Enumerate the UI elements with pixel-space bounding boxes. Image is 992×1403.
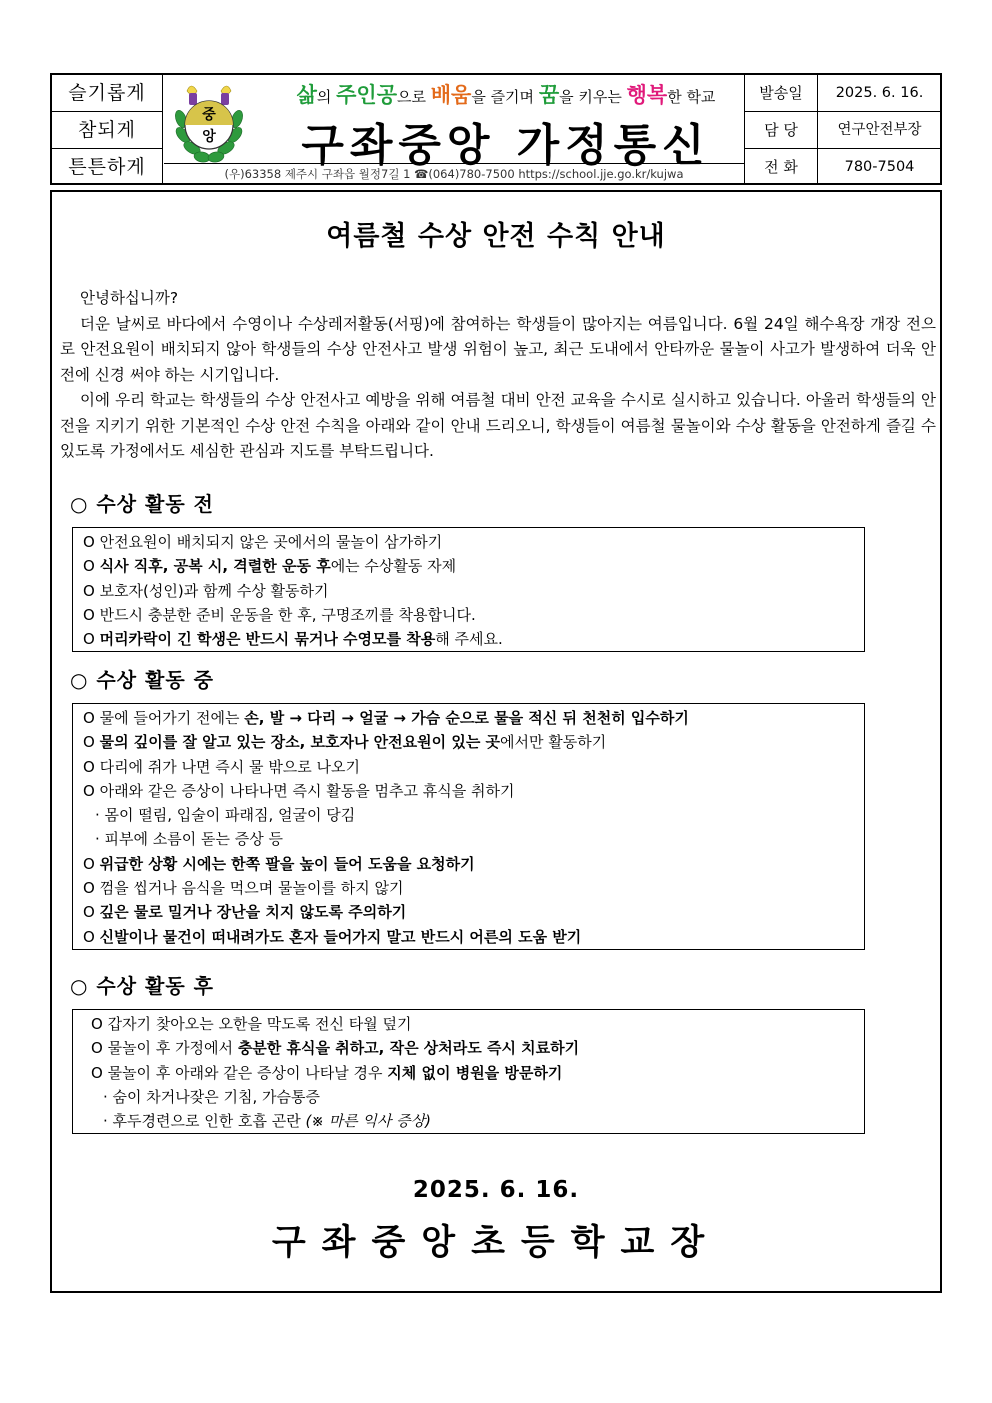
rule-item — [73, 925, 864, 949]
rule-text: O — [83, 854, 100, 873]
newsletter-title: 구좌중앙 가정통신 — [301, 120, 711, 171]
document-title: 여름철 수상 안전 수칙 안내 — [326, 221, 666, 252]
rule-item — [73, 900, 864, 924]
rule-emphasis: 손, 발 → 다리 → 얼굴 → 가슴 순으로 물을 적신 뒤 천천히 입수하기 — [244, 709, 689, 727]
rule-text: O — [83, 557, 100, 576]
rule-sub-item — [73, 827, 864, 851]
rule-emphasis: 머리카락이 긴 학생은 반드시 묶거나 수영모를 착용 — [99, 630, 436, 649]
rule-text: O 물놀이 후 아래와 같은 증상이 나타날 경우 — [91, 1063, 388, 1082]
info-row-date: 발송일 2025. 6. 16. — [745, 75, 941, 112]
rule-text: O 물에 들어가기 전에는 — [83, 709, 245, 727]
rule-item — [81, 1036, 864, 1060]
rule-item — [73, 755, 864, 779]
rule-text: O 안전요원이 배치되지 않은 곳에서의 물놀이 삼가하기 — [83, 533, 443, 551]
rule-item — [73, 876, 864, 900]
rule-text: · 숨이 차거나잦은 기침, 가슴통증 — [103, 1087, 320, 1106]
rule-text: O 갑자기 찾아오는 오한을 막도록 전신 타월 덮기 — [91, 1015, 412, 1033]
motto-line-1: 슬기롭게 — [52, 75, 162, 112]
section-heading-before: ○ 수상 활동 전 — [70, 492, 214, 516]
rule-item — [73, 706, 864, 730]
info-row-manager: 담 당 연구안전부장 — [745, 112, 941, 149]
rule-text: O 껌을 씹거나 음식을 먹으며 물놀이를 하지 않기 — [83, 879, 404, 898]
info-row-phone: 전 화 780-7504 — [745, 149, 941, 185]
rule-emphasis: 물의 깊이를 잘 알고 있는 장소, 보호자나 안전요원이 있는 곳 — [99, 733, 501, 752]
section-heading-after: ○ 수상 활동 후 — [70, 974, 214, 998]
rule-emphasis: 식사 직후, 공복 시, 격렬한 운동 후 — [99, 557, 331, 576]
rule-note: (※ 마른 익사 증상) — [305, 1112, 432, 1131]
rule-item — [81, 1061, 864, 1085]
rule-item — [73, 579, 864, 603]
issue-info-table — [744, 75, 941, 183]
rule-text: · 피부에 소름이 돋는 증상 등 — [95, 830, 283, 849]
rule-item — [73, 852, 864, 876]
rule-text: O — [83, 630, 100, 649]
rule-item — [73, 554, 864, 578]
intro-text — [60, 286, 936, 465]
intro-paragraph-1: 더운 날씨로 바다에서 수영이나 수상레저활동(서핑)에 참여하는 학생들이 많아지는 여름입니다. 6월 24일 해수욕장 개장 전으로 안전요원이 배치되지 않아 학생들의 수상 안전사고 발생 위험이 높고, 최근 도내에서 안타까운 물놀이 사고가 발생하여 더욱 안전에 신경 써야 하는 시기입니다. — [60, 314, 936, 384]
rule-item — [73, 779, 864, 803]
motto-line-3: 튼튼하게 — [68, 156, 146, 178]
rule-text: O 반드시 충분한 준비 운동을 한 후, 구명조끼를 착용합니다. — [83, 605, 476, 624]
rule-emphasis: 깊은 물로 밀거나 장난을 치지 않도록 주의하기 — [99, 903, 407, 922]
rule-item — [73, 627, 864, 651]
rule-text: O — [83, 927, 100, 946]
rules-box-before — [72, 527, 865, 652]
rule-text: O 물놀이 후 가정에서 — [91, 1039, 238, 1058]
principal-signature: 구좌중앙초등학교장 — [271, 1223, 721, 1263]
rule-emphasis: 충분한 휴식을 취하고, 작은 상처라도 즉시 치료하기 — [237, 1039, 580, 1058]
rule-sub-item — [73, 803, 864, 827]
rule-item — [73, 603, 864, 627]
motto-line-2: 참되게 — [52, 112, 162, 149]
rule-item — [73, 530, 864, 554]
rule-sub-item — [81, 1085, 864, 1109]
rule-text: O — [83, 733, 100, 752]
rule-text: O 아래와 같은 증상이 나타나면 즉시 활동을 멈추고 휴식을 취하기 — [83, 781, 515, 800]
newsletter-header — [50, 73, 942, 185]
school-emblem-icon — [169, 79, 249, 165]
rule-text: · 후두경련으로 인한 호흡 곤란 — [103, 1112, 306, 1131]
emblem-text-bottom: 앙 — [202, 129, 216, 145]
rule-text: 에서만 활동하기 — [500, 733, 607, 752]
letter-body — [50, 190, 942, 1293]
header-center — [164, 75, 744, 183]
emblem-text-top: 중 — [202, 107, 216, 123]
rule-emphasis: 위급한 상황 시에는 한쪽 팔을 높이 들어 도움을 요청하기 — [99, 854, 475, 873]
rule-emphasis: 지체 없이 병원을 방문하기 — [387, 1063, 563, 1082]
rule-text: O — [83, 903, 100, 922]
rule-text: 에는 수상활동 자제 — [330, 557, 457, 576]
rule-text: O 보호자(성인)과 함께 수상 활동하기 — [83, 581, 329, 600]
rule-item — [73, 730, 864, 754]
rule-text: 해 주세요. — [435, 630, 503, 649]
rule-sub-item — [81, 1109, 864, 1133]
rule-emphasis: 신발이나 물건이 떠내려가도 혼자 들어가지 말고 반드시 어른의 도움 받기 — [99, 927, 582, 946]
rule-text: · 몸이 떨림, 입술이 파래짐, 얼굴이 당김 — [95, 806, 356, 825]
rule-text: O 다리에 쥐가 나면 즉시 물 밖으로 나오기 — [83, 757, 361, 776]
school-slogan: 삶의 주인공으로 배움을 즐기며 꿈을 키우는 행복한 학교 — [296, 83, 716, 107]
issue-date: 2025. 6. 16. — [412, 1177, 580, 1203]
rule-item — [81, 1012, 864, 1036]
school-address: (우)63358 제주시 구좌읍 월정7길 1 ☎(064)780-7500 https://school.jje.go.kr/kujwa — [164, 163, 744, 184]
school-motto — [52, 75, 163, 183]
rules-box-after — [72, 1009, 865, 1134]
section-heading-during: ○ 수상 활동 중 — [70, 668, 214, 692]
rules-box-during — [72, 703, 865, 950]
greeting: 안녕하십니까? — [80, 289, 179, 307]
intro-paragraph-2: 이에 우리 학교는 학생들의 수상 안전사고 예방을 위해 여름철 대비 안전 교육을 수시로 실시하고 있습니다. 아울러 학생들의 안전을 지키기 위한 기본적인 수상 안전 수칙을 아래와 같이 안내 드리오니, 학생들이 여름철 물놀이와 수상 활동을 안전하게 즐길 수 있도록 가정에서도 세심한 관심과 지도를 부탁드립니다. — [60, 391, 936, 460]
